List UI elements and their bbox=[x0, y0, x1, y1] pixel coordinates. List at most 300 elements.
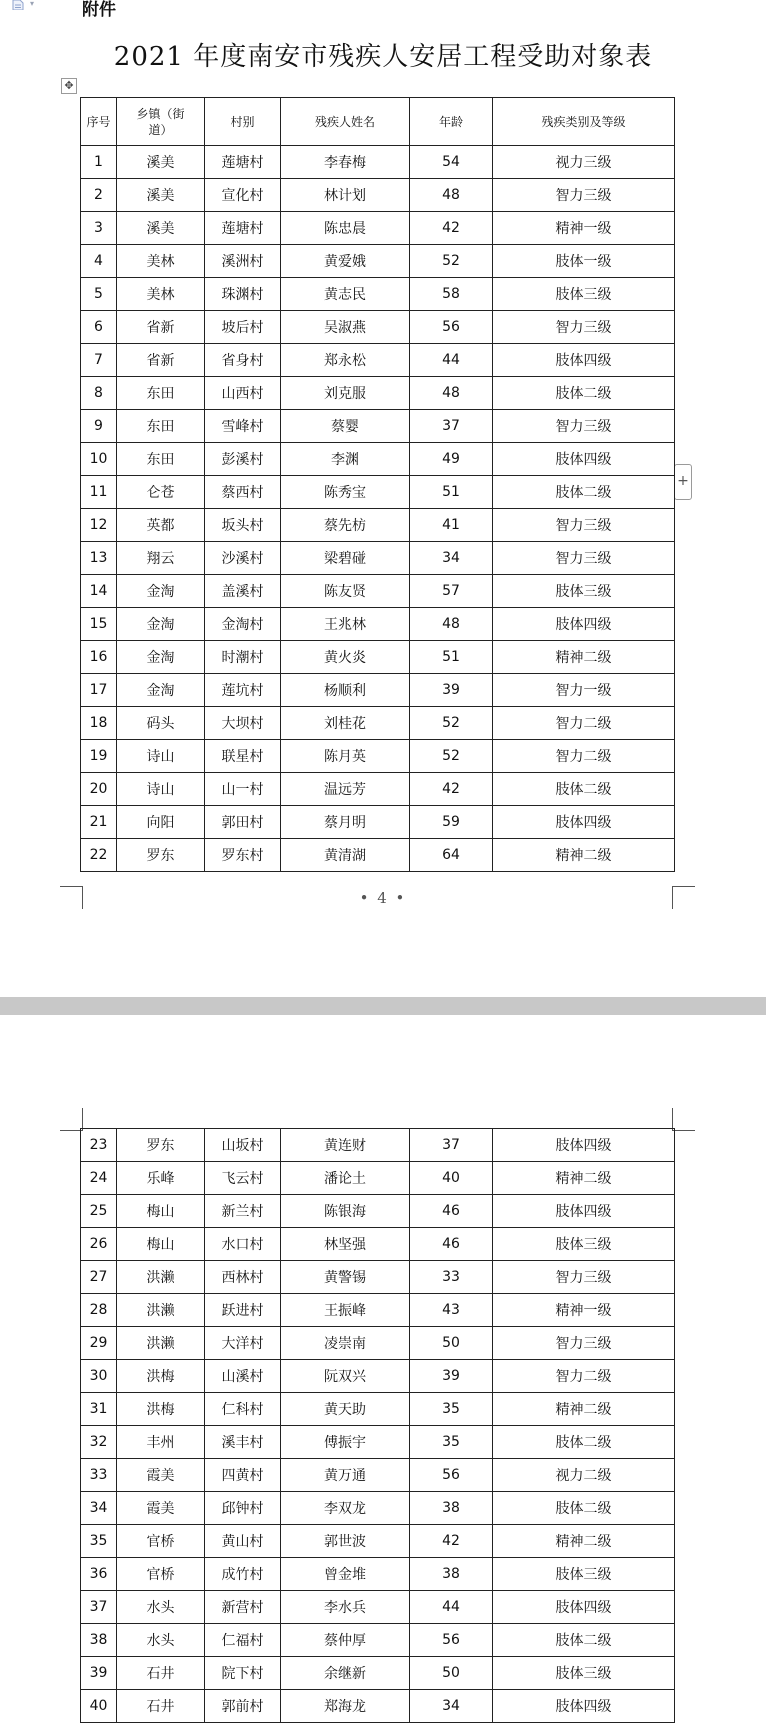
table-body-page1 bbox=[81, 146, 675, 872]
cell-age: 54 bbox=[410, 146, 493, 179]
cell-no: 38 bbox=[81, 1624, 117, 1657]
cell-township: 官桥 bbox=[117, 1525, 205, 1558]
cell-age: 52 bbox=[410, 245, 493, 278]
cell-name: 李春梅 bbox=[281, 146, 410, 179]
cell-age: 56 bbox=[410, 311, 493, 344]
cell-village: 成竹村 bbox=[205, 1558, 281, 1591]
move-handle-icon[interactable]: ✥ bbox=[61, 78, 77, 94]
cell-age: 57 bbox=[410, 575, 493, 608]
cell-village: 莲塘村 bbox=[205, 146, 281, 179]
cell-name: 黄爱娥 bbox=[281, 245, 410, 278]
cell-category: 精神二级 bbox=[493, 1393, 675, 1426]
cell-village: 仁科村 bbox=[205, 1393, 281, 1426]
cell-township: 诗山 bbox=[117, 740, 205, 773]
cell-village: 溪丰村 bbox=[205, 1426, 281, 1459]
cell-name: 蔡婴 bbox=[281, 410, 410, 443]
cell-category: 肢体四级 bbox=[493, 806, 675, 839]
cell-name: 曾金堆 bbox=[281, 1558, 410, 1591]
cell-township: 金淘 bbox=[117, 674, 205, 707]
cell-village: 跃进村 bbox=[205, 1294, 281, 1327]
cell-name: 李双龙 bbox=[281, 1492, 410, 1525]
cell-name: 陈月英 bbox=[281, 740, 410, 773]
cell-age: 41 bbox=[410, 509, 493, 542]
cell-name: 林坚强 bbox=[281, 1228, 410, 1261]
table-row bbox=[81, 1195, 675, 1228]
col-header-category: 残疾类别及等级 bbox=[493, 98, 675, 146]
cell-township: 丰州 bbox=[117, 1426, 205, 1459]
cell-no: 9 bbox=[81, 410, 117, 443]
col-header-township: 乡镇（街道） bbox=[117, 98, 205, 146]
cell-village: 郭前村 bbox=[205, 1690, 281, 1723]
cell-name: 郑永松 bbox=[281, 344, 410, 377]
table-row bbox=[81, 1393, 675, 1426]
cell-category: 肢体一级 bbox=[493, 245, 675, 278]
table-row bbox=[81, 707, 675, 740]
table-row bbox=[81, 839, 675, 872]
cell-category: 视力三级 bbox=[493, 146, 675, 179]
table-row bbox=[81, 1624, 675, 1657]
cell-township: 溪美 bbox=[117, 212, 205, 245]
cell-no: 32 bbox=[81, 1426, 117, 1459]
cell-age: 58 bbox=[410, 278, 493, 311]
cell-no: 24 bbox=[81, 1162, 117, 1195]
cell-age: 46 bbox=[410, 1228, 493, 1261]
cell-township: 石井 bbox=[117, 1690, 205, 1723]
cell-category: 智力二级 bbox=[493, 1360, 675, 1393]
cell-name: 吴淑燕 bbox=[281, 311, 410, 344]
cell-township: 洪梅 bbox=[117, 1393, 205, 1426]
cell-village: 莲坑村 bbox=[205, 674, 281, 707]
table-row bbox=[81, 509, 675, 542]
cell-age: 64 bbox=[410, 839, 493, 872]
cell-name: 傅振宇 bbox=[281, 1426, 410, 1459]
cell-township: 梅山 bbox=[117, 1195, 205, 1228]
cell-no: 26 bbox=[81, 1228, 117, 1261]
cell-name: 凌崇南 bbox=[281, 1327, 410, 1360]
table-row bbox=[81, 245, 675, 278]
page-title: 2021 年度南安市残疾人安居工程受助对象表 bbox=[113, 42, 653, 72]
cell-township: 美林 bbox=[117, 278, 205, 311]
table-row bbox=[81, 1591, 675, 1624]
cell-age: 52 bbox=[410, 740, 493, 773]
beneficiary-table-page2 bbox=[80, 1128, 675, 1723]
cell-village: 西林村 bbox=[205, 1261, 281, 1294]
cell-age: 51 bbox=[410, 476, 493, 509]
cell-age: 42 bbox=[410, 212, 493, 245]
cell-village: 溪洲村 bbox=[205, 245, 281, 278]
cell-no: 40 bbox=[81, 1690, 117, 1723]
cell-category: 肢体三级 bbox=[493, 575, 675, 608]
cell-name: 郭世波 bbox=[281, 1525, 410, 1558]
cell-name: 陈友贤 bbox=[281, 575, 410, 608]
cell-township: 码头 bbox=[117, 707, 205, 740]
cell-age: 42 bbox=[410, 1525, 493, 1558]
cell-village: 时潮村 bbox=[205, 641, 281, 674]
cell-village: 水口村 bbox=[205, 1228, 281, 1261]
table-row bbox=[81, 1294, 675, 1327]
cell-village: 院下村 bbox=[205, 1657, 281, 1690]
cell-township: 霞美 bbox=[117, 1492, 205, 1525]
table-header-row bbox=[81, 98, 675, 146]
cell-name: 杨顺利 bbox=[281, 674, 410, 707]
cell-township: 东田 bbox=[117, 377, 205, 410]
cell-name: 王兆林 bbox=[281, 608, 410, 641]
cell-township: 水头 bbox=[117, 1591, 205, 1624]
cell-village: 四黄村 bbox=[205, 1459, 281, 1492]
cell-age: 37 bbox=[410, 410, 493, 443]
cell-age: 42 bbox=[410, 773, 493, 806]
cell-category: 智力三级 bbox=[493, 1327, 675, 1360]
table-row bbox=[81, 311, 675, 344]
cell-village: 新兰村 bbox=[205, 1195, 281, 1228]
cell-township: 诗山 bbox=[117, 773, 205, 806]
cell-age: 52 bbox=[410, 707, 493, 740]
table-row bbox=[81, 1657, 675, 1690]
table-row bbox=[81, 1228, 675, 1261]
table-row bbox=[81, 212, 675, 245]
cell-category: 肢体四级 bbox=[493, 1690, 675, 1723]
table-row bbox=[81, 146, 675, 179]
cell-township: 梅山 bbox=[117, 1228, 205, 1261]
cell-village: 新营村 bbox=[205, 1591, 281, 1624]
cell-no: 14 bbox=[81, 575, 117, 608]
document-icon[interactable] bbox=[12, 0, 24, 10]
cell-category: 智力三级 bbox=[493, 179, 675, 212]
cell-category: 智力一级 bbox=[493, 674, 675, 707]
cell-village: 沙溪村 bbox=[205, 542, 281, 575]
cell-category: 肢体三级 bbox=[493, 278, 675, 311]
cell-village: 联星村 bbox=[205, 740, 281, 773]
cell-village: 省身村 bbox=[205, 344, 281, 377]
cell-category: 智力二级 bbox=[493, 707, 675, 740]
cell-no: 28 bbox=[81, 1294, 117, 1327]
cell-township: 水头 bbox=[117, 1624, 205, 1657]
cell-category: 肢体三级 bbox=[493, 1558, 675, 1591]
table-row bbox=[81, 278, 675, 311]
cell-age: 39 bbox=[410, 674, 493, 707]
cell-age: 48 bbox=[410, 608, 493, 641]
cell-category: 肢体三级 bbox=[493, 1228, 675, 1261]
cell-village: 大洋村 bbox=[205, 1327, 281, 1360]
cell-category: 智力三级 bbox=[493, 509, 675, 542]
cell-township: 金淘 bbox=[117, 575, 205, 608]
cell-township: 洪濑 bbox=[117, 1327, 205, 1360]
cell-name: 林计划 bbox=[281, 179, 410, 212]
table-row bbox=[81, 410, 675, 443]
cell-age: 40 bbox=[410, 1162, 493, 1195]
cell-no: 21 bbox=[81, 806, 117, 839]
beneficiary-table-page1 bbox=[80, 97, 675, 872]
cell-name: 蔡先枋 bbox=[281, 509, 410, 542]
cell-township: 翔云 bbox=[117, 542, 205, 575]
cell-township: 洪濑 bbox=[117, 1261, 205, 1294]
table-row bbox=[81, 179, 675, 212]
cell-village: 大坝村 bbox=[205, 707, 281, 740]
table-row bbox=[81, 1426, 675, 1459]
cell-village: 彭溪村 bbox=[205, 443, 281, 476]
cell-township: 英都 bbox=[117, 509, 205, 542]
cell-category: 精神一级 bbox=[493, 1294, 675, 1327]
cell-township: 向阳 bbox=[117, 806, 205, 839]
cell-no: 34 bbox=[81, 1492, 117, 1525]
cell-village: 莲塘村 bbox=[205, 212, 281, 245]
cell-township: 罗东 bbox=[117, 839, 205, 872]
cell-township: 溪美 bbox=[117, 146, 205, 179]
cell-township: 罗东 bbox=[117, 1129, 205, 1162]
cell-category: 智力三级 bbox=[493, 1261, 675, 1294]
cell-village: 盖溪村 bbox=[205, 575, 281, 608]
cell-township: 洪梅 bbox=[117, 1360, 205, 1393]
cell-age: 35 bbox=[410, 1393, 493, 1426]
cell-name: 温远芳 bbox=[281, 773, 410, 806]
cell-category: 视力二级 bbox=[493, 1459, 675, 1492]
cell-name: 蔡仲厚 bbox=[281, 1624, 410, 1657]
cell-no: 20 bbox=[81, 773, 117, 806]
cell-township: 省新 bbox=[117, 311, 205, 344]
cell-category: 精神二级 bbox=[493, 839, 675, 872]
table-row bbox=[81, 608, 675, 641]
col-header-name: 残疾人姓名 bbox=[281, 98, 410, 146]
table-row bbox=[81, 542, 675, 575]
cell-no: 13 bbox=[81, 542, 117, 575]
cell-name: 陈银海 bbox=[281, 1195, 410, 1228]
col-header-age: 年龄 bbox=[410, 98, 493, 146]
cell-township: 溪美 bbox=[117, 179, 205, 212]
cell-category: 肢体二级 bbox=[493, 1426, 675, 1459]
table-row bbox=[81, 641, 675, 674]
cell-name: 李水兵 bbox=[281, 1591, 410, 1624]
table-row bbox=[81, 443, 675, 476]
table-row bbox=[81, 674, 675, 707]
cell-no: 5 bbox=[81, 278, 117, 311]
cell-no: 18 bbox=[81, 707, 117, 740]
table-row bbox=[81, 1558, 675, 1591]
cell-age: 50 bbox=[410, 1657, 493, 1690]
cell-township: 霞美 bbox=[117, 1459, 205, 1492]
cell-no: 11 bbox=[81, 476, 117, 509]
cell-age: 35 bbox=[410, 1426, 493, 1459]
cell-no: 2 bbox=[81, 179, 117, 212]
cell-village: 山溪村 bbox=[205, 1360, 281, 1393]
cell-name: 阮双兴 bbox=[281, 1360, 410, 1393]
cell-category: 肢体二级 bbox=[493, 476, 675, 509]
cell-no: 12 bbox=[81, 509, 117, 542]
table-row bbox=[81, 1129, 675, 1162]
cell-name: 刘克服 bbox=[281, 377, 410, 410]
cell-no: 15 bbox=[81, 608, 117, 641]
cell-name: 陈忠晨 bbox=[281, 212, 410, 245]
table-row bbox=[81, 740, 675, 773]
table-row bbox=[81, 1690, 675, 1723]
cell-no: 7 bbox=[81, 344, 117, 377]
cell-name: 陈秀宝 bbox=[281, 476, 410, 509]
table-row bbox=[81, 476, 675, 509]
cell-no: 17 bbox=[81, 674, 117, 707]
cell-village: 坡后村 bbox=[205, 311, 281, 344]
cell-age: 59 bbox=[410, 806, 493, 839]
cell-no: 3 bbox=[81, 212, 117, 245]
cell-category: 肢体三级 bbox=[493, 1657, 675, 1690]
cell-no: 25 bbox=[81, 1195, 117, 1228]
cell-age: 56 bbox=[410, 1459, 493, 1492]
cell-no: 29 bbox=[81, 1327, 117, 1360]
cell-no: 10 bbox=[81, 443, 117, 476]
cell-name: 余继新 bbox=[281, 1657, 410, 1690]
dropdown-caret-icon[interactable]: ▾ bbox=[30, 0, 35, 8]
table-row bbox=[81, 1162, 675, 1195]
cell-category: 智力三级 bbox=[493, 410, 675, 443]
cell-category: 智力三级 bbox=[493, 311, 675, 344]
cell-township: 美林 bbox=[117, 245, 205, 278]
cell-no: 4 bbox=[81, 245, 117, 278]
cell-age: 38 bbox=[410, 1558, 493, 1591]
cell-age: 34 bbox=[410, 542, 493, 575]
cell-age: 44 bbox=[410, 1591, 493, 1624]
cell-name: 蔡月明 bbox=[281, 806, 410, 839]
cell-village: 飞云村 bbox=[205, 1162, 281, 1195]
table-row bbox=[81, 1360, 675, 1393]
table-row bbox=[81, 575, 675, 608]
cell-village: 罗东村 bbox=[205, 839, 281, 872]
cell-village: 金淘村 bbox=[205, 608, 281, 641]
cell-name: 黄清湖 bbox=[281, 839, 410, 872]
cell-township: 石井 bbox=[117, 1657, 205, 1690]
cell-category: 肢体二级 bbox=[493, 1492, 675, 1525]
cell-no: 19 bbox=[81, 740, 117, 773]
cell-category: 智力三级 bbox=[493, 542, 675, 575]
crop-mark bbox=[672, 1108, 695, 1131]
cell-village: 雪峰村 bbox=[205, 410, 281, 443]
cell-age: 37 bbox=[410, 1129, 493, 1162]
cell-no: 31 bbox=[81, 1393, 117, 1426]
page-number: • 4 • bbox=[359, 889, 407, 907]
cell-age: 33 bbox=[410, 1261, 493, 1294]
cell-category: 智力二级 bbox=[493, 740, 675, 773]
cell-name: 黄火炎 bbox=[281, 641, 410, 674]
cell-no: 6 bbox=[81, 311, 117, 344]
cell-name: 梁碧碰 bbox=[281, 542, 410, 575]
cell-category: 肢体四级 bbox=[493, 1195, 675, 1228]
cell-no: 23 bbox=[81, 1129, 117, 1162]
add-column-icon[interactable]: + bbox=[674, 464, 692, 500]
cell-township: 仑苍 bbox=[117, 476, 205, 509]
cell-age: 39 bbox=[410, 1360, 493, 1393]
cell-township: 东田 bbox=[117, 443, 205, 476]
cell-category: 精神二级 bbox=[493, 1525, 675, 1558]
cell-no: 33 bbox=[81, 1459, 117, 1492]
table-row bbox=[81, 806, 675, 839]
cell-no: 36 bbox=[81, 1558, 117, 1591]
cell-age: 56 bbox=[410, 1624, 493, 1657]
cell-village: 宣化村 bbox=[205, 179, 281, 212]
cell-category: 精神一级 bbox=[493, 212, 675, 245]
page-separator bbox=[0, 997, 766, 1015]
cell-township: 东田 bbox=[117, 410, 205, 443]
cell-no: 37 bbox=[81, 1591, 117, 1624]
cell-category: 肢体四级 bbox=[493, 443, 675, 476]
cell-category: 肢体四级 bbox=[493, 608, 675, 641]
cell-category: 肢体四级 bbox=[493, 344, 675, 377]
cell-category: 精神二级 bbox=[493, 641, 675, 674]
cell-age: 50 bbox=[410, 1327, 493, 1360]
cell-no: 35 bbox=[81, 1525, 117, 1558]
cell-village: 蔡西村 bbox=[205, 476, 281, 509]
cell-name: 黄万通 bbox=[281, 1459, 410, 1492]
attachment-label: 附件 bbox=[82, 0, 116, 20]
cell-name: 黄警锡 bbox=[281, 1261, 410, 1294]
cell-township: 金淘 bbox=[117, 608, 205, 641]
cell-name: 李渊 bbox=[281, 443, 410, 476]
cell-township: 洪濑 bbox=[117, 1294, 205, 1327]
cell-village: 山坂村 bbox=[205, 1129, 281, 1162]
cell-category: 精神二级 bbox=[493, 1162, 675, 1195]
cell-no: 1 bbox=[81, 146, 117, 179]
table-row bbox=[81, 773, 675, 806]
cell-no: 27 bbox=[81, 1261, 117, 1294]
table-row bbox=[81, 1492, 675, 1525]
cell-no: 8 bbox=[81, 377, 117, 410]
cell-name: 黄连财 bbox=[281, 1129, 410, 1162]
cell-village: 邱钟村 bbox=[205, 1492, 281, 1525]
cell-village: 山一村 bbox=[205, 773, 281, 806]
cell-age: 44 bbox=[410, 344, 493, 377]
cell-village: 坂头村 bbox=[205, 509, 281, 542]
col-header-no: 序号 bbox=[81, 98, 117, 146]
table-row bbox=[81, 1525, 675, 1558]
cell-name: 王振峰 bbox=[281, 1294, 410, 1327]
cell-village: 黄山村 bbox=[205, 1525, 281, 1558]
table-row bbox=[81, 1459, 675, 1492]
cell-category: 肢体四级 bbox=[493, 1129, 675, 1162]
cell-village: 珠渊村 bbox=[205, 278, 281, 311]
cell-age: 51 bbox=[410, 641, 493, 674]
cell-township: 金淘 bbox=[117, 641, 205, 674]
cell-village: 仁福村 bbox=[205, 1624, 281, 1657]
cell-name: 黄志民 bbox=[281, 278, 410, 311]
table-body-page2 bbox=[81, 1129, 675, 1723]
cell-age: 49 bbox=[410, 443, 493, 476]
cell-name: 刘桂花 bbox=[281, 707, 410, 740]
table-row bbox=[81, 344, 675, 377]
cell-village: 郭田村 bbox=[205, 806, 281, 839]
cell-name: 潘论土 bbox=[281, 1162, 410, 1195]
cell-township: 乐峰 bbox=[117, 1162, 205, 1195]
cell-name: 黄天助 bbox=[281, 1393, 410, 1426]
cell-age: 46 bbox=[410, 1195, 493, 1228]
col-header-village: 村别 bbox=[205, 98, 281, 146]
cell-name: 郑海龙 bbox=[281, 1690, 410, 1723]
cell-village: 山西村 bbox=[205, 377, 281, 410]
cell-no: 39 bbox=[81, 1657, 117, 1690]
cell-age: 48 bbox=[410, 179, 493, 212]
cell-no: 16 bbox=[81, 641, 117, 674]
cell-category: 肢体二级 bbox=[493, 1624, 675, 1657]
table-row bbox=[81, 1327, 675, 1360]
cell-age: 34 bbox=[410, 1690, 493, 1723]
cell-age: 48 bbox=[410, 377, 493, 410]
cell-category: 肢体四级 bbox=[493, 1591, 675, 1624]
cell-township: 官桥 bbox=[117, 1558, 205, 1591]
table-row bbox=[81, 377, 675, 410]
cell-township: 省新 bbox=[117, 344, 205, 377]
cell-no: 22 bbox=[81, 839, 117, 872]
table-row bbox=[81, 1261, 675, 1294]
cell-no: 30 bbox=[81, 1360, 117, 1393]
cell-category: 肢体二级 bbox=[493, 773, 675, 806]
cell-age: 38 bbox=[410, 1492, 493, 1525]
cell-category: 肢体二级 bbox=[493, 377, 675, 410]
cell-age: 43 bbox=[410, 1294, 493, 1327]
